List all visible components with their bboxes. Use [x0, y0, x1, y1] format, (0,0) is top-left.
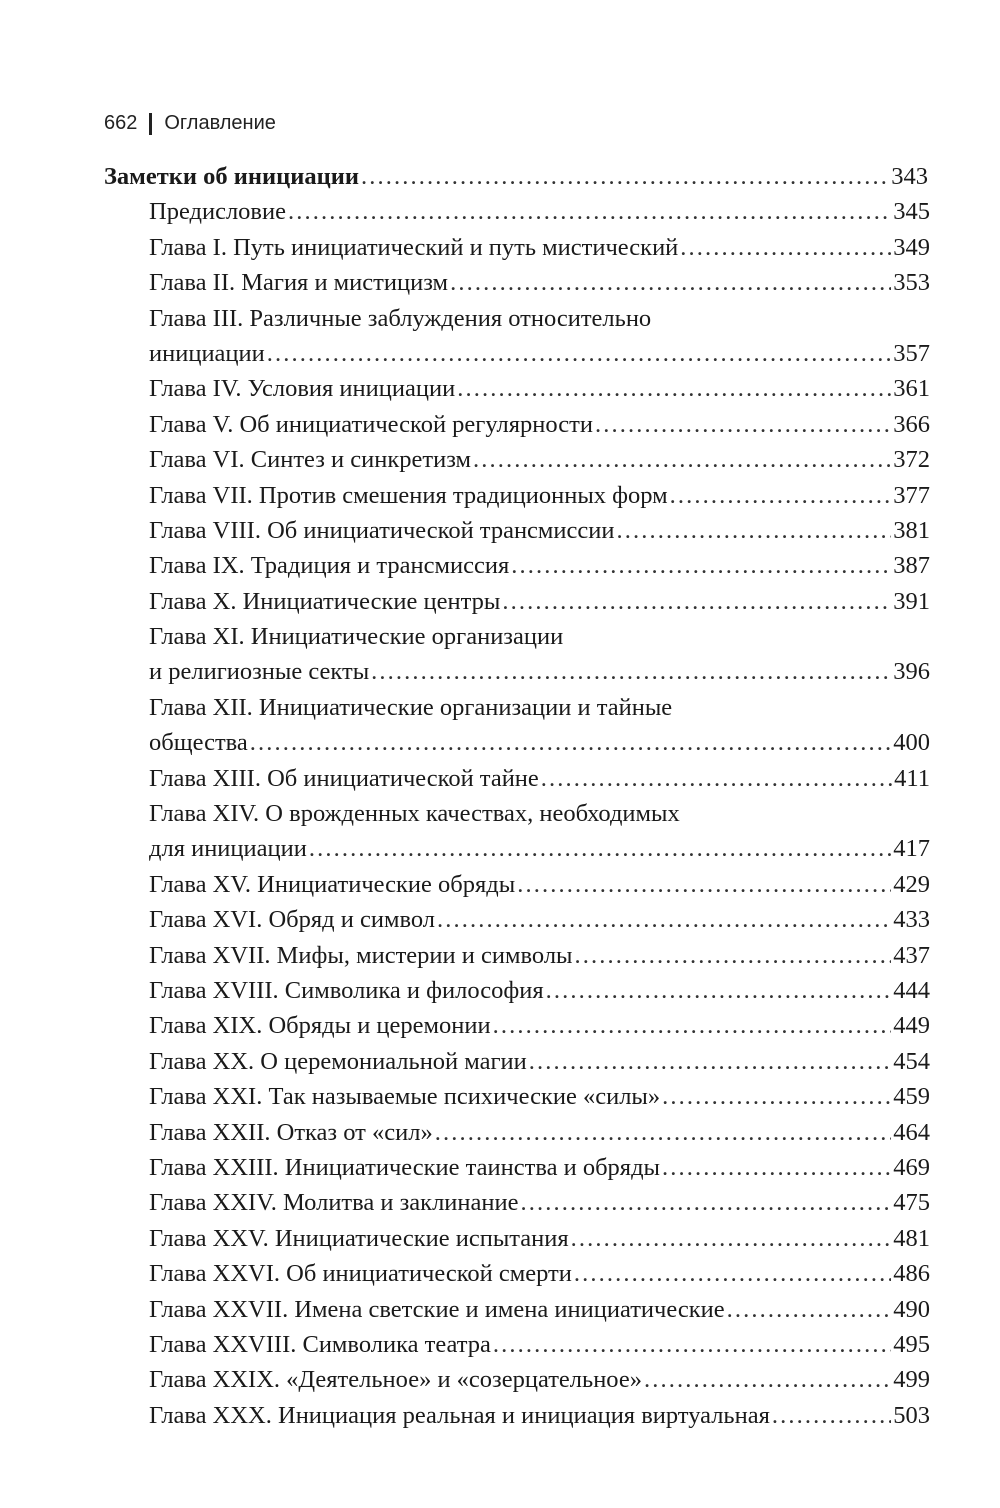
toc-entry [104, 690, 930, 761]
dot-leader [267, 336, 891, 371]
toc-entry-line [104, 513, 930, 548]
toc-entry-title: общества [149, 729, 248, 757]
dot-leader [309, 831, 891, 866]
dot-leader [288, 194, 891, 229]
toc-entry [104, 1221, 930, 1256]
toc-entry [104, 1079, 930, 1114]
toc-entry-title: Глава XXX. Инициация реальная и инициация виртуальная [149, 1401, 770, 1429]
dot-leader [571, 1221, 892, 1256]
toc-entry-line [104, 194, 930, 229]
toc-entry-line [104, 548, 930, 583]
toc-entry-title: Глава XV. Инициатические обряды [149, 870, 516, 898]
toc-entry-page: 464 [893, 1118, 930, 1146]
toc-entry-title: Глава XXIV. Молитва и заклинание [149, 1189, 519, 1217]
dot-leader [517, 867, 891, 902]
toc-entry-line [104, 1221, 930, 1256]
dot-leader [450, 265, 891, 300]
header-divider [149, 113, 152, 135]
toc-entry-title: Глава XII. Инициатические организации и тайные [149, 693, 673, 721]
dot-leader [502, 584, 891, 619]
running-header [104, 112, 276, 135]
dot-leader [435, 1115, 892, 1150]
toc-entry-page: 349 [893, 233, 930, 261]
toc-entry-title: Глава XVII. Мифы, мистерии и символы [149, 941, 573, 969]
toc-entry-title: Глава VI. Синтез и синкретизм [149, 446, 472, 474]
toc-entry [104, 407, 930, 442]
toc-entry-title: Глава XIII. Об инициатической тайне [149, 764, 539, 792]
toc-entry-line [104, 761, 930, 796]
toc-entry-line [104, 1362, 930, 1397]
toc-entry-line [104, 584, 930, 619]
toc-entry [104, 265, 930, 300]
toc-entry-line [104, 265, 930, 300]
toc-entry-page: 411 [894, 764, 930, 792]
toc-entry-title: Глава XXIII. Инициатические таинства и обряды [149, 1153, 660, 1181]
dot-leader [371, 654, 891, 689]
toc-entry-title: Глава XIV. О врожденных качествах, необходимых [149, 800, 680, 828]
toc-entry-line [104, 690, 930, 725]
toc-entry-line [104, 442, 930, 477]
toc-entry-page: 475 [893, 1189, 930, 1217]
toc-entry-page: 503 [893, 1401, 930, 1429]
toc-entry-title: Предисловие [149, 198, 286, 226]
toc-entry [104, 1185, 930, 1220]
toc-entry [104, 867, 930, 902]
toc-entry-title: Глава XXVI. Об инициатической смерти [149, 1260, 572, 1288]
toc-entry-page: 361 [893, 375, 930, 403]
toc-entry-page: 486 [893, 1260, 930, 1288]
toc-entry [104, 301, 930, 372]
toc-entry [104, 1115, 930, 1150]
toc-entry [104, 796, 930, 867]
dot-leader [617, 513, 892, 548]
toc-entry-page: 366 [893, 410, 930, 438]
toc-entry-page: 481 [893, 1224, 930, 1252]
toc-entry-title: Глава VIII. Об инициатической трансмиссии [149, 516, 615, 544]
toc-entry-title: для инициации [149, 835, 307, 863]
toc-entry-page: 499 [893, 1366, 930, 1394]
dot-leader [521, 1185, 892, 1220]
toc-entry-page: 449 [893, 1012, 930, 1040]
toc-entry-line [104, 1008, 930, 1043]
toc-entry-page: 469 [893, 1153, 930, 1181]
toc-entry-page: 396 [893, 658, 930, 686]
toc-entry-line [104, 619, 930, 654]
toc-entry-line [104, 1185, 930, 1220]
toc-entry-page: 417 [893, 835, 930, 863]
toc-entry-page: 444 [893, 976, 930, 1004]
toc-entry [104, 1398, 930, 1433]
dot-leader [644, 1362, 891, 1397]
toc-entry-page: 459 [893, 1083, 930, 1111]
dot-leader [662, 1150, 891, 1185]
toc-entry-title: Глава XXIX. «Деятельное» и «созерцательное» [149, 1366, 642, 1394]
toc-entry-page: 490 [893, 1295, 930, 1323]
toc-entry-line [104, 796, 930, 831]
toc-main-entry-page: 343 [891, 163, 928, 190]
toc-main-entry-title: Заметки об инициации [104, 163, 359, 190]
dot-leader [541, 761, 892, 796]
dot-leader [529, 1044, 891, 1079]
toc-entry-title: Глава II. Магия и мистицизм [149, 269, 449, 297]
toc-entry-title: Глава XI. Инициатические организации [149, 623, 564, 651]
toc-entry-line [104, 902, 930, 937]
toc-entry-title: Глава XX. О церемониальной магии [149, 1047, 527, 1075]
toc-entry-title: Глава V. Об инициатической регулярности [149, 410, 593, 438]
toc-entry-page: 400 [893, 729, 930, 757]
toc-entry-title: Глава XXVII. Имена светские и имена инициатические [149, 1295, 725, 1323]
table-of-contents [104, 159, 930, 1433]
toc-entry-page: 377 [893, 481, 930, 509]
toc-entry-line [104, 1079, 930, 1114]
toc-entry [104, 902, 930, 937]
toc-entry [104, 513, 930, 548]
toc-entry-page: 357 [893, 339, 930, 367]
toc-entry-line [104, 478, 930, 513]
toc-entry-line [104, 336, 930, 371]
toc-entry-title: Глава XXVIII. Символика театра [149, 1330, 491, 1358]
toc-entry-line [104, 725, 930, 760]
toc-entry-title: Глава XXV. Инициатические испытания [149, 1224, 569, 1252]
toc-entry-line [104, 407, 930, 442]
toc-entry-line [104, 1398, 930, 1433]
toc-entry-title: Глава XIX. Обряды и церемонии [149, 1012, 491, 1040]
toc-entry [104, 938, 930, 973]
toc-entry [104, 1256, 930, 1291]
dot-leader [473, 442, 891, 477]
dot-leader [250, 725, 891, 760]
toc-entry-page: 495 [893, 1330, 930, 1358]
toc-entry-line [104, 973, 930, 1008]
toc-entry-line [104, 1292, 930, 1327]
page-number: 662 [104, 112, 138, 134]
toc-entry-title: Глава XVI. Обряд и символ [149, 906, 436, 934]
toc-entry [104, 761, 930, 796]
toc-entry-page: 387 [893, 552, 930, 580]
toc-entry [104, 548, 930, 583]
dot-leader [574, 1256, 891, 1291]
section-title: Оглавление [164, 112, 276, 134]
toc-entry [104, 1327, 930, 1362]
toc-entry-title: Глава VII. Против смешения традиционных форм [149, 481, 668, 509]
toc-entry [104, 442, 930, 477]
toc-entry-page: 437 [893, 941, 930, 969]
toc-entry-title: Глава XXI. Так называемые психические «силы» [149, 1083, 661, 1111]
dot-leader [727, 1292, 892, 1327]
toc-entry-line [104, 938, 930, 973]
toc-entry [104, 1008, 930, 1043]
toc-entry [104, 619, 930, 690]
toc-entry [104, 371, 930, 406]
dot-leader [493, 1327, 891, 1362]
toc-entry-line [104, 1150, 930, 1185]
toc-entry [104, 230, 930, 265]
dot-leader [680, 230, 891, 265]
toc-entry-line [104, 867, 930, 902]
toc-entry-line [104, 1256, 930, 1291]
toc-entry-line [104, 230, 930, 265]
toc-entry-title: Глава XXII. Отказ от «сил» [149, 1118, 433, 1146]
toc-entry-page: 372 [893, 446, 930, 474]
toc-entry [104, 584, 930, 619]
toc-entry-line [104, 371, 930, 406]
toc-entry-page: 345 [893, 198, 930, 226]
toc-entry-line [104, 1115, 930, 1150]
dot-leader [457, 371, 891, 406]
toc-entry-line [104, 1044, 930, 1079]
dot-leader [670, 478, 892, 513]
toc-entry-page: 429 [893, 870, 930, 898]
toc-entry [104, 1292, 930, 1327]
toc-entry-line [104, 654, 930, 689]
toc-entry-title: инициации [149, 339, 265, 367]
toc-entry-title: и религиозные секты [149, 658, 370, 686]
toc-entry-title: Глава III. Различные заблуждения относительно [149, 304, 652, 332]
toc-main-entry [104, 159, 930, 194]
toc-entry-page: 353 [893, 269, 930, 297]
toc-entry [104, 194, 930, 229]
dot-leader [361, 159, 889, 194]
toc-entry-title: Глава X. Инициатические центры [149, 587, 501, 615]
toc-entry [104, 973, 930, 1008]
dot-leader [575, 938, 892, 973]
toc-entry-title: Глава IV. Условия инициации [149, 375, 456, 403]
toc-entry [104, 1150, 930, 1185]
toc-entry [104, 478, 930, 513]
dot-leader [595, 407, 891, 442]
toc-entry-line [104, 301, 930, 336]
toc-entry-page: 391 [893, 587, 930, 615]
toc-entry-page: 433 [893, 906, 930, 934]
toc-entry-title: Глава I. Путь инициатический и путь мистический [149, 233, 679, 261]
toc-entry [104, 1044, 930, 1079]
dot-leader [511, 548, 891, 583]
toc-entry-title: Глава IX. Традиция и трансмиссия [149, 552, 510, 580]
dot-leader [437, 902, 891, 937]
dot-leader [546, 973, 892, 1008]
toc-entry-title: Глава XVIII. Символика и философия [149, 976, 544, 1004]
toc-entry-page: 454 [893, 1047, 930, 1075]
dot-leader [662, 1079, 891, 1114]
dot-leader [493, 1008, 892, 1043]
dot-leader [772, 1398, 891, 1433]
toc-entry [104, 1362, 930, 1397]
toc-entry-page: 381 [893, 516, 930, 544]
toc-entry-line [104, 1327, 930, 1362]
toc-entry-line [104, 831, 930, 866]
